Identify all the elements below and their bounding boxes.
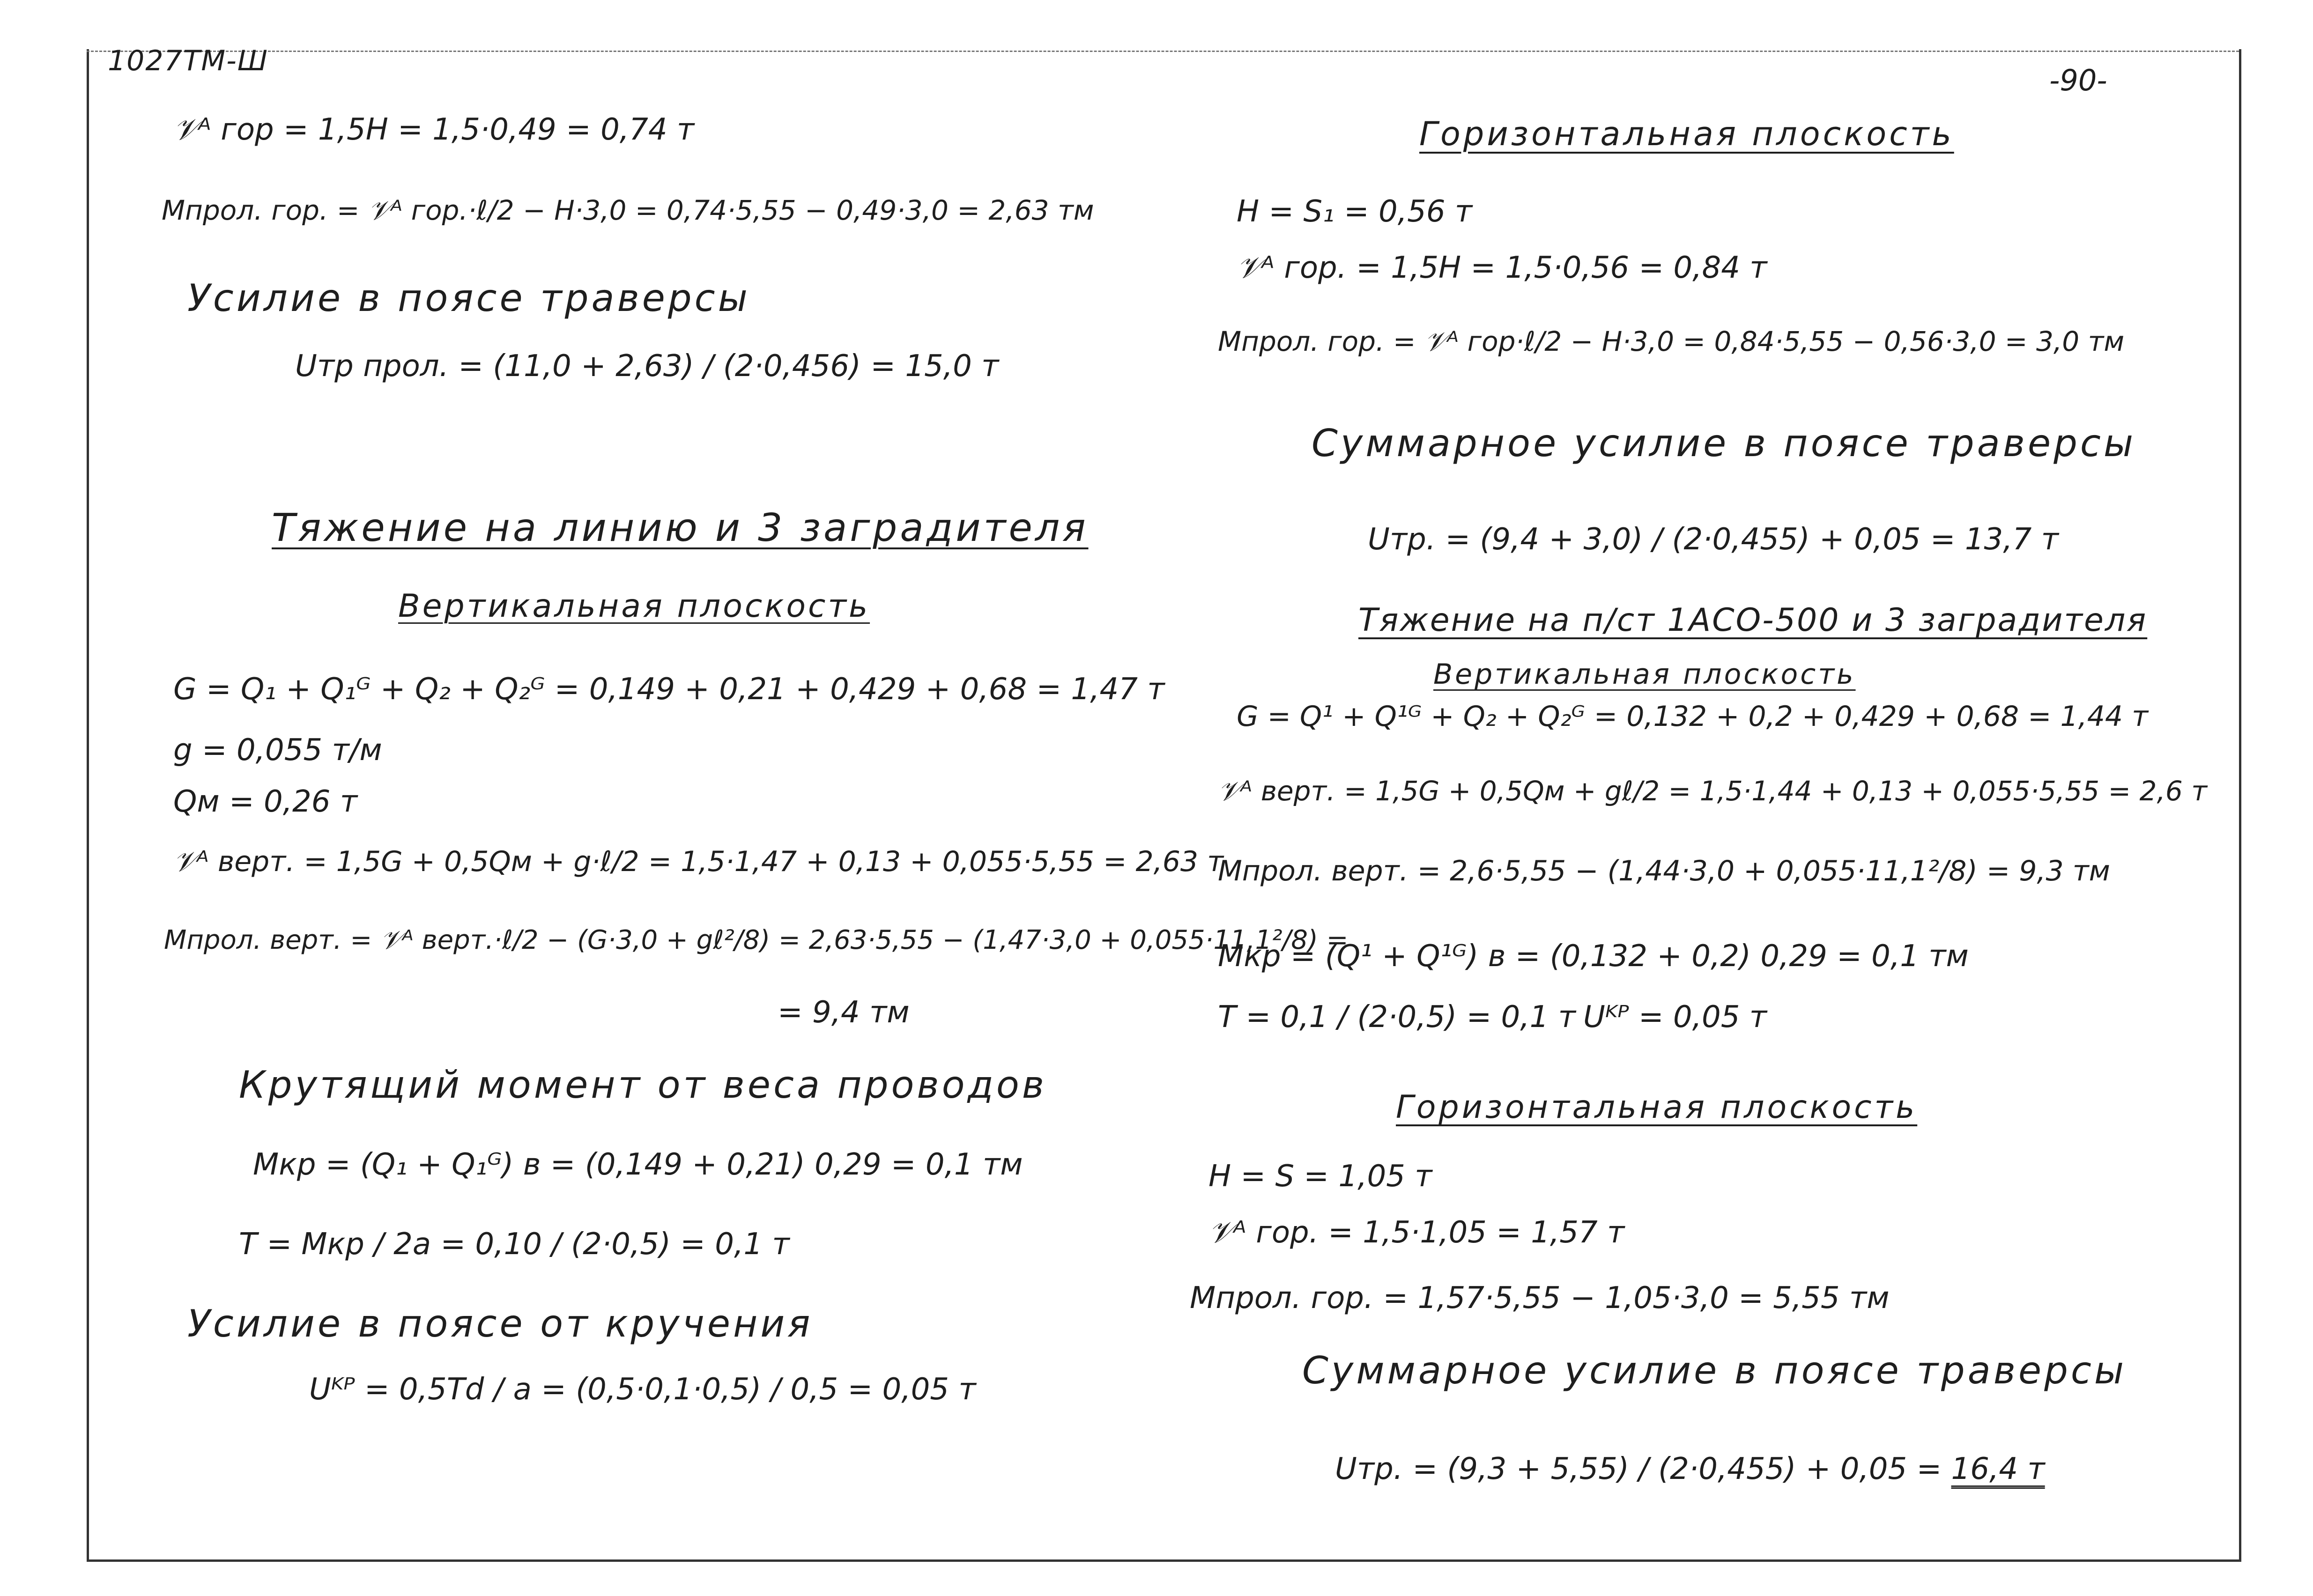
right-formula-m-span-vert: Mпрол. верт. = 2,6·5,55 − (1,44·3,0 + 0,055·11,1²/8) = 9,3 тм [1218, 855, 2110, 887]
right-formula-u-tr-final [1335, 1454, 2045, 1484]
right-formula-t: T = 0,1 / (2·0,5) = 0,1 т [1218, 1000, 1576, 1034]
right-formula-va-hor-2: 𝒱ᴬ гор. = 1,5·1,05 = 1,57 т [1208, 1215, 1625, 1250]
right-formula-u-tr-1: Uтр. = (9,4 + 3,0) / (2·0,455) + 0,05 = 13,7 т [1368, 522, 2059, 557]
right-formula-m-kr: Mкр = (Q¹ + Q¹ᴳ) в = (0,132 + 0,2) 0,29 = 0,1 тм [1218, 939, 1969, 974]
left-heading-tension-line: Тяжение на линию и 3 заградителя [272, 506, 1089, 550]
left-formula-m-kr: Mкр = (Q₁ + Q₁ᴳ) в = (0,149 + 0,21) 0,29 = 0,1 тм [253, 1147, 1023, 1182]
right-formula-va-hor: 𝒱ᴬ гор. = 1,5Н = 1,5·0,56 = 0,84 т [1237, 251, 1767, 285]
right-formula-m-span-hor-2: Mпрол. гор. = 1,57·5,55 − 1,05·3,0 = 5,55 тм [1190, 1281, 1890, 1315]
left-title-torque: Крутящий момент от веса проводов [239, 1063, 1047, 1107]
right-formula-m-span-hor: Mпрол. гор. = 𝒱ᴬ гор·ℓ/2 − Н·3,0 = 0,84·5,55 − 0,56·3,0 = 3,0 тм [1218, 325, 2125, 357]
left-formula-u-tr: Uтр прол. = (11,0 + 2,63) / (2·0,456) = 15,0 т [295, 349, 999, 384]
left-subheading-vertical-plane: Вертикальная плоскость [398, 588, 870, 625]
top-rule [87, 51, 2239, 52]
right-formula-u-tr-final-result: 16,4 т [1951, 1452, 2045, 1486]
right-title-total-force-2: Суммарное усилие в поясе траверсы [1302, 1349, 2127, 1392]
left-title-torsion-force: Усилие в поясе от кручения [187, 1302, 813, 1345]
right-formula-u-tr-final-expression: Uтр. = (9,3 + 5,55) / (2·0,455) + 0,05 = [1335, 1452, 1951, 1486]
right-formula-g-sum: G = Q¹ + Q¹ᴳ + Q₂ + Q₂ᴳ = 0,132 + 0,2 + 0,429 + 0,68 = 1,44 т [1237, 700, 2149, 733]
left-formula-t: T = Mкр / 2a = 0,10 / (2·0,5) = 0,1 т [239, 1227, 790, 1262]
left-formula-qm: Qм = 0,26 т [173, 784, 358, 819]
left-formula-va-hor: 𝒱ᴬ гор = 1,5Н = 1,5·0,49 = 0,74 т [173, 112, 695, 147]
left-formula-u-kr: Uᴷᴾ = 0,5Td / a = (0,5·0,1·0,5) / 0,5 = 0,05 т [309, 1372, 976, 1407]
right-heading-horizontal-plane-2: Горизонтальная плоскость [1396, 1089, 1918, 1126]
document-code: 1027ТМ-Ш [108, 44, 268, 77]
left-formula-g-linear: g = 0,055 т/м [173, 733, 382, 768]
right-subheading-vertical-plane: Вертикальная плоскость [1433, 658, 1856, 691]
right-title-total-force-1: Суммарное усилие в поясе траверсы [1312, 421, 2136, 465]
left-formula-g-sum: G = Q₁ + Q₁ᴳ + Q₂ + Q₂ᴳ = 0,149 + 0,21 + 0,429 + 0,68 = 1,47 т [173, 672, 1165, 707]
left-title-belt-force: Усилие в поясе траверсы [187, 276, 750, 320]
left-formula-va-vert: 𝒱ᴬ верт. = 1,5G + 0,5Qм + g·ℓ/2 = 1,5·1,47 + 0,13 + 0,055·5,55 = 2,63 т [173, 845, 1224, 878]
page-number: -90- [2049, 63, 2107, 97]
right-formula-h-2: Н = S = 1,05 т [1208, 1159, 1432, 1194]
left-formula-m-span-vert: Mпрол. верт. = 𝒱ᴬ верт.·ℓ/2 − (G·3,0 + gℓ²/8) = 2,63·5,55 − (1,47·3,0 + 0,055·11,1²/8) = [164, 925, 1349, 955]
right-heading-tension-substation: Тяжение на п/ст 1АСО-500 и 3 заградителя [1358, 602, 2148, 639]
left-formula-m-span-hor: Mпрол. гор. = 𝒱ᴬ гор.·ℓ/2 − Н·3,0 = 0,74·5,55 − 0,49·3,0 = 2,63 тм [162, 194, 1094, 226]
right-formula-u-kr: Uᴷᴾ = 0,05 т [1583, 1000, 1767, 1034]
left-formula-m-span-vert-result: = 9,4 тм [778, 995, 910, 1030]
right-formula-va-vert: 𝒱ᴬ верт. = 1,5G + 0,5Qм + gℓ/2 = 1,5·1,44 + 0,13 + 0,055·5,55 = 2,6 т [1218, 775, 2208, 807]
right-formula-h: Н = S₁ = 0,56 т [1237, 194, 1473, 229]
right-heading-horizontal-plane-1: Горизонтальная плоскость [1419, 115, 1954, 153]
